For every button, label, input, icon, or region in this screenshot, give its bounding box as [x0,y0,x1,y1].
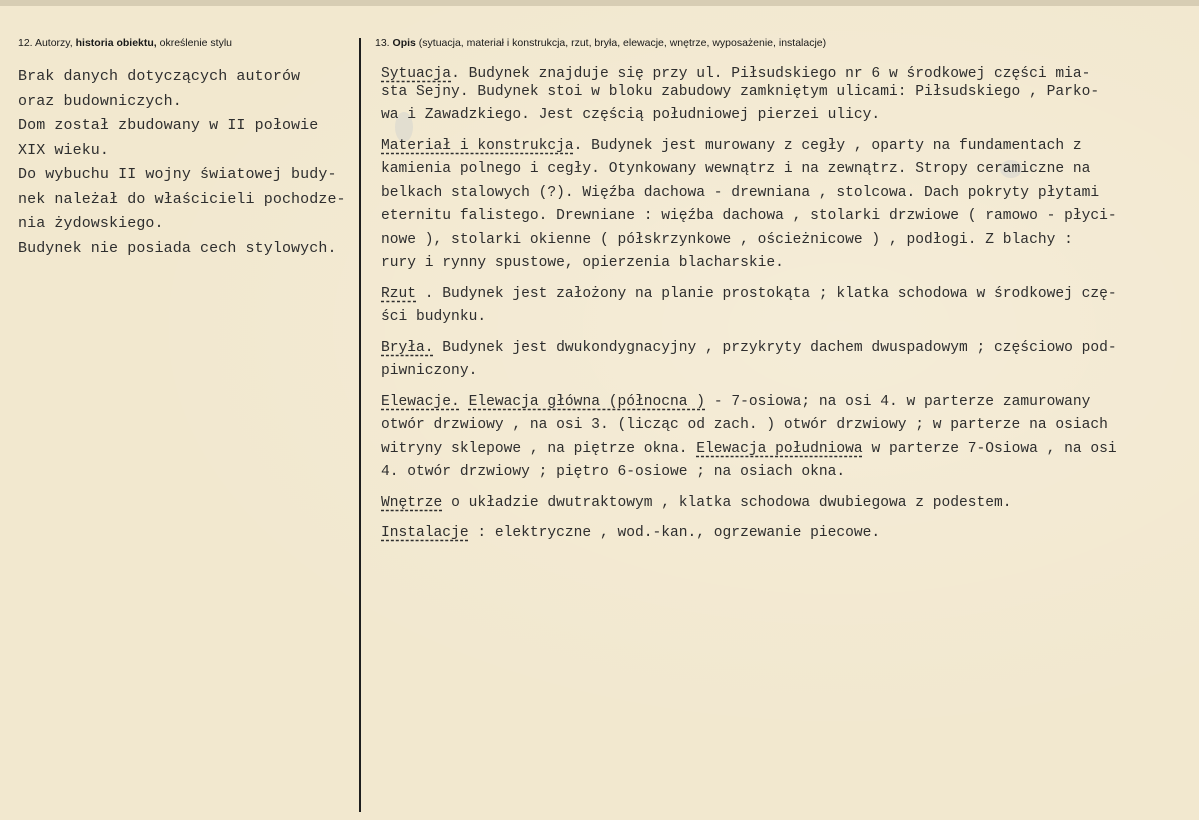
section-sublead: Elewacja główna (północna ) [468,393,706,410]
paragraph-instalacje [381,522,1187,546]
text-line: Budynek nie posiada cech stylowych. [18,239,337,257]
header-text: określenie stylu [159,37,232,49]
right-column-header [375,37,826,49]
section-lead: Wnętrze [381,494,443,511]
text-line: belkach stalowych (?). Więźba dachowa - drewniana , stolcowa. Dach pokryty płytami [381,184,1100,201]
paragraph-bryla [381,337,1187,384]
header-text-bold: Opis [392,37,416,49]
text-line: nia żydowskiego. [18,215,164,232]
card-top-edge [0,0,1199,6]
text-line [381,438,1187,462]
text-line [381,492,1187,516]
text-line [381,283,1187,307]
section-sublead: Elewacja południowa [696,440,863,457]
text-line: nek należał do właścicieli pochodze- [18,190,346,208]
text-line: kamienia polnego i cegły. Otynkowany wewnątrz i na zewnątrz. Stropy ceramiczne na [381,161,1091,177]
text-line: oraz budowniczych. [18,92,182,110]
text-line [381,391,1187,415]
text-fragment: Budynek jest dwukondygnacyjny , przykryty dachem dwuspadowym ; częściowo pod- [433,339,1117,356]
section-lead: Rzut [381,285,417,302]
text-line [381,135,1187,159]
text-line [381,522,1187,546]
header-number: 12. [18,37,33,49]
paragraph-sytuacja [381,63,1187,128]
text-line [381,337,1187,361]
text-line: piwniczony. [381,363,478,379]
text-line: wa i Zawadzkiego. Jest częścią południowej pierzei ulicy. [381,107,881,123]
authors-history-text [18,65,356,261]
text-fragment: . Budynek jest murowany z cegły , oparty na fundamentach z [573,137,1082,154]
left-column-header [18,37,232,49]
section-lead: Elewacje. [381,393,460,410]
text-line: Dom został zbudowany w II połowie [18,117,319,134]
text-fragment: . Budynek jest założony na planie prostokąta ; klatka schodowa w środkowej czę- [416,285,1117,302]
section-lead: Materiał i konstrukcja [381,137,574,154]
paragraph-elewacje [381,391,1187,485]
text-line: nowe ), stolarki okienne ( półskrzynkowe , ościeżnicowe ) , podłogi. Z blachy : [381,231,1073,248]
column-divider [359,38,361,812]
section-lead: Bryła. [381,339,434,356]
header-text: (sytuacja, materiał i konstrukcja, rzut, bryła, elewacje, wnętrze, wyposażenie, instalacje) [418,37,827,49]
text-fragment: . Budynek znajduje się przy ul. Piłsudskiego nr 6 w środkowej części mia- [451,66,1091,82]
text-line: eternitu falistego. Drewniane : więźba dachowa , stolarki drzwiowe ( ramowo - płyci- [381,208,1117,224]
text-line: rury i rynny spustowe, opierzenia blacharskie. [381,255,784,271]
paragraph-material [381,135,1187,276]
description-text [381,63,1187,553]
section-lead: Instalacje [381,525,469,541]
text-line: XIX wieku. [18,141,110,159]
text-fragment: - 7-osiowa; na osi 4. w parterze zamurowany [705,393,1091,410]
text-fragment: w parterze 7-Osiowa , na osi [862,440,1117,457]
text-line: Do wybuchu II wojny światowej budy- [18,166,337,183]
text-fragment: o układzie dwutraktowym , klatka schodowa dwubiegowa z podestem. [442,494,1012,511]
paragraph-rzut [381,283,1187,330]
header-number: 13. [375,37,390,49]
header-text: Autorzy, [34,37,73,49]
text-line: sta Sejny. Budynek stoi w bloku zabudowy zamkniętym ulicami: Piłsudskiego , Parko- [381,83,1100,100]
paragraph-wnetrze [381,492,1187,516]
header-text-bold: historia obiektu, [75,37,157,49]
text-line: 4. otwór drzwiowy ; piętro 6-osiowe ; na osiach okna. [381,464,846,480]
section-lead: Sytuacja [381,66,452,82]
text-line: Brak danych dotyczących autorów [18,68,301,85]
text-line: otwór drzwiowy , na osi 3. (licząc od zach. ) otwór drzwiowy ; w parterze na osiach [381,417,1108,433]
text-fragment: : elektryczne , wod.-kan., ogrzewanie piecowe. [468,525,881,541]
text-fragment: witryny sklepowe , na piętrze okna. [381,440,697,457]
text-line: ści budynku. [381,309,487,325]
